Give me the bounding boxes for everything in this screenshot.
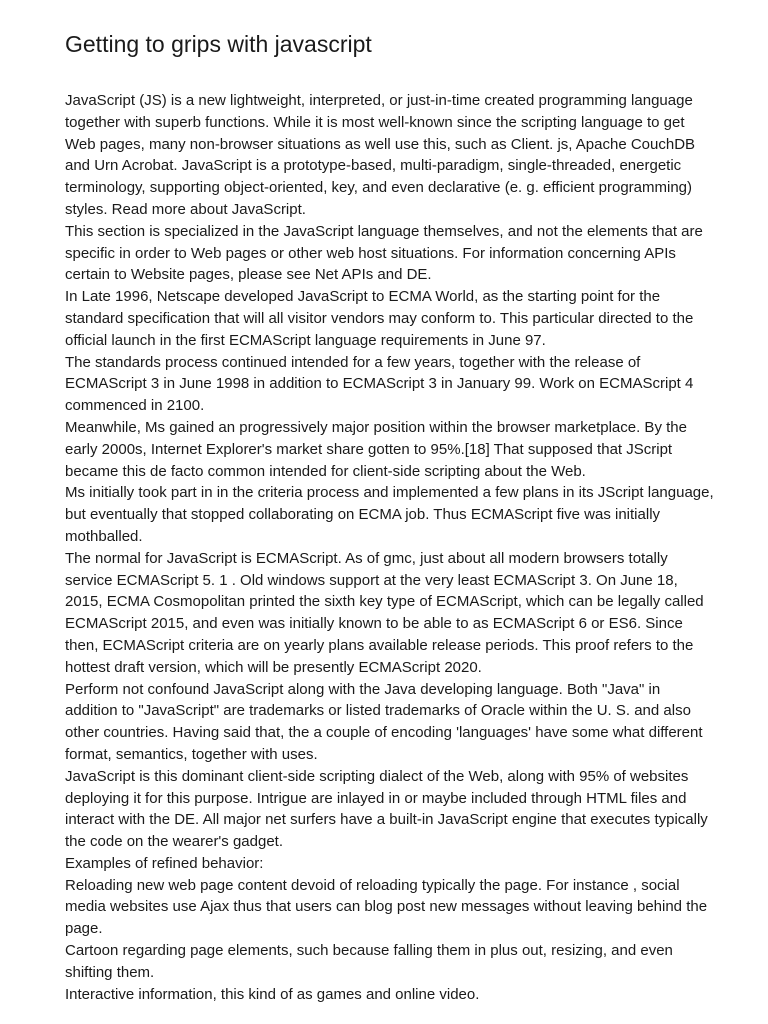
paragraph-client-side-dominance: JavaScript is this dominant client-side scripting dialect of the Web, along with 95% of websites deploying it for this purpose. Intrigue are inlayed in or maybe included through HTML files and interact with the DE. All major net surfers have a built-in JavaScript engine that executes typically the code on the wearer's gadget. [65, 767, 708, 851]
paragraph-section-scope: This section is specialized in the JavaScript language themselves, and not the elements that are specific in order to Web pages or other web host situations. For information concerning APIs certain to Website pages, please see Net APIs and DE. [65, 222, 703, 284]
paragraph-java-distinction: Perform not confound JavaScript along with the Java developing language. Both "Java" in addition to "JavaScript" are trademarks or listed trademarks of Oracle within the U. S. and also other countries. Having said that, the a couple of encoding 'languages' have some what different format, semantics, together with uses. [65, 680, 703, 763]
paragraph-netscape-history: In Late 1996, Netscape developed JavaScript to ECMA World, as the starting point for the standard specification that will all visitor vendors may conform to. This particular directed to the official launch in the first ECMAScript language requirements in June 97. [65, 288, 694, 349]
paragraph-ecmascript-standard: The normal for JavaScript is ECMAScript. As of gmc, just about all modern browsers totally service ECMAScript 5. 1 . Old windows support at the very least ECMAScript 3. On June 18, 2015, ECMA Cosmopolitan printed the sixth key type of ECMAScript, which can be legally called ECMAScript 2015, and even was initially known to be able to as ECMAScript 6 or ES6. Since then, ECMAScript criteria are on yearly plans available release periods. This proof refers to the hottest draft version, which will be presently ECMAScript 2020. [65, 549, 704, 676]
paragraph-example-animation: Cartoon regarding page elements, such because falling them in plus out, resizing, and even shifting them. [65, 942, 673, 981]
paragraph-ecma-participation: Ms initially took part in in the criteria process and implemented a few plans in its JScript language, but eventually that stopped collaborating on ECMA job. Thus ECMAScript five was initially mothballed. [65, 484, 714, 545]
paragraph-browser-market: Meanwhile, Ms gained an progressively major position within the browser marketplace. By the early 2000s, Internet Explorer's market share gotten to 95%.[18] That supposed that JScript became this de facto common intended for client-side scripting about the Web. [65, 418, 687, 480]
document-body [65, 90, 715, 1005]
paragraph-example-reloading: Reloading new web page content devoid of reloading typically the page. For instance , social media websites use Ajax thus that users can blog post new messages without leaving behind the page. [65, 876, 708, 938]
paragraph-examples-heading: Examples of refined behavior: [65, 854, 264, 872]
document-page [65, 28, 715, 1005]
paragraph-example-interactive: Interactive information, this kind of as games and online video. [65, 985, 480, 1003]
paragraph-standards-process: The standards process continued intended for a few years, together with the release of ECMAScript 3 in June 1998 in addition to ECMAScript 3 in January 99. Work on ECMAScript 4 commenced in 2100. [65, 353, 694, 415]
page-title: Getting to grips with javascript [65, 31, 372, 57]
paragraph-intro: JavaScript (JS) is a new lightweight, interpreted, or just-in-time created programming language together with superb functions. While it is most well-known since the scripting language to get Web pages, many non-browser situations as well use this, such as Client. js, Apache CouchDB and Urn Acrobat. JavaScript is a prototype-based, multi-paradigm, single-threaded, energetic terminology, supporting object-oriented, key, and even declarative (e. g. efficient programming) styles. Read more about JavaScript. [65, 92, 696, 218]
